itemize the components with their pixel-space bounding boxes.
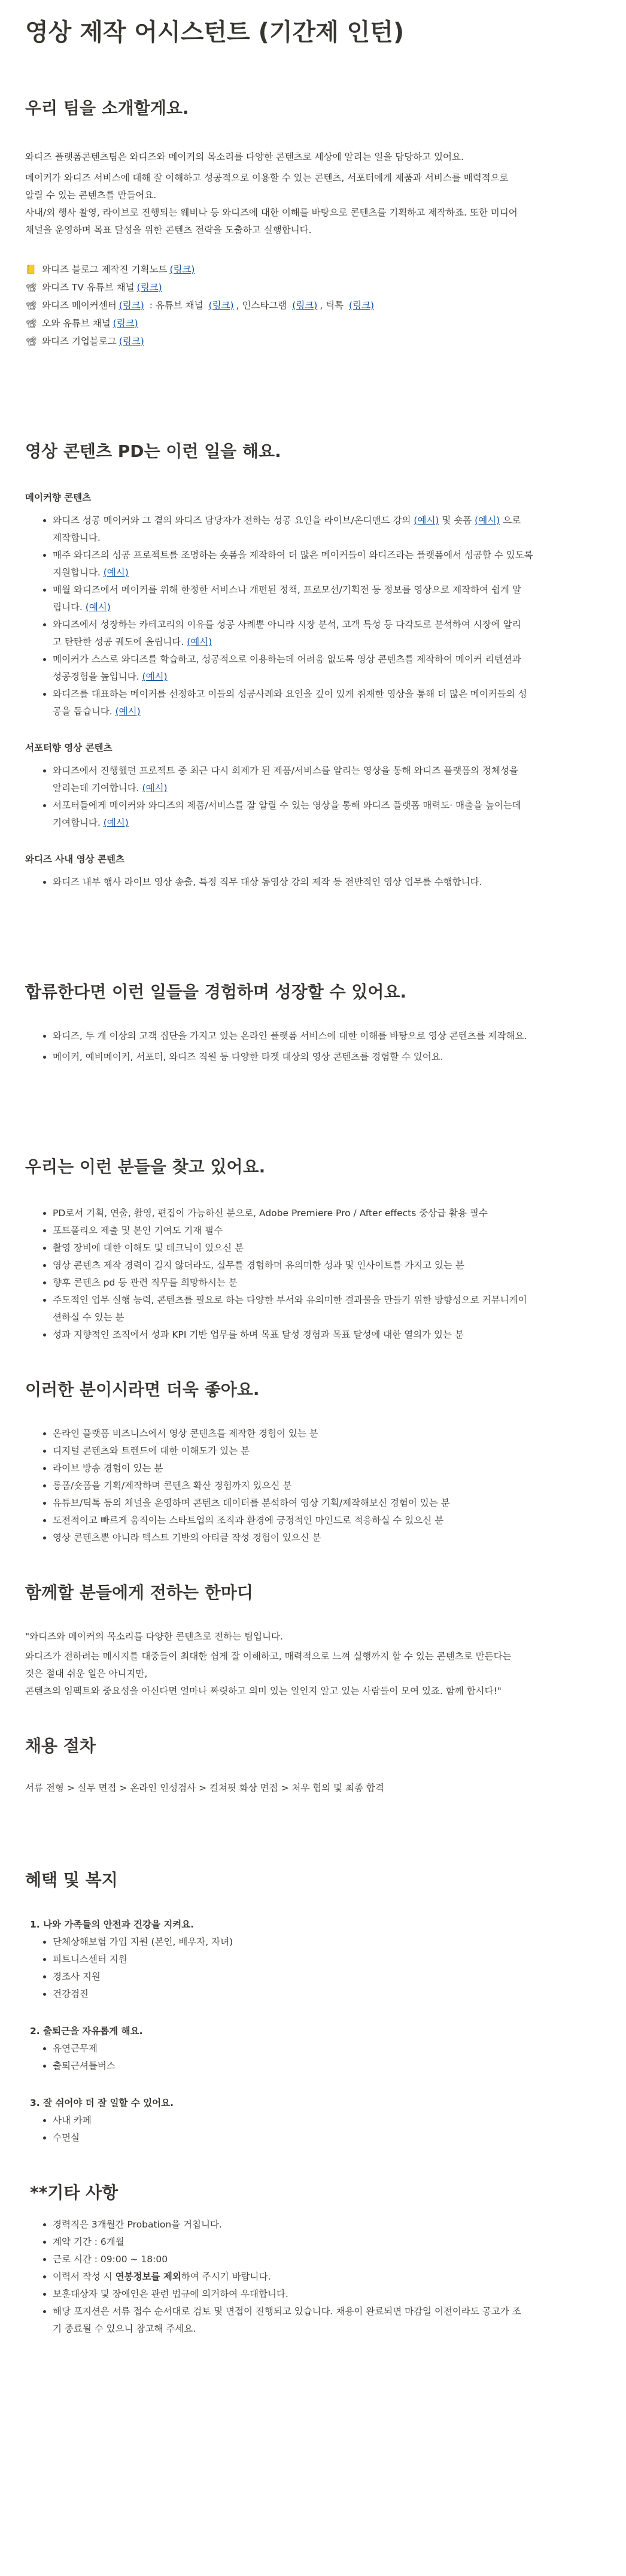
list-item: • 근로 시간 : 09:00 ~ 18:00 <box>53 2251 601 2268</box>
link-item-label: : 유튜브 채널 <box>146 300 206 311</box>
example-link[interactable]: (예시) <box>142 783 168 793</box>
list-item: • 주도적인 업무 실행 능력, 콘텐츠를 필요로 하는 다양한 부서와 유의미한 결과물을 만들기 위한 방향성으로 커뮤니케이 션하실 수 있는 분 <box>53 1292 601 1326</box>
benefits-group-3 <box>25 2094 601 2147</box>
hiring-process: 서류 전형 > 실무 면접 > 온라인 인성검사 > 컬쳐핏 화상 면접 > 처우 협의 및 최종 합격 <box>25 1783 384 1793</box>
corp-blog-link[interactable]: (링크) <box>118 336 144 347</box>
benefits-list <box>25 2040 601 2075</box>
link-item-label: 와디즈 기업블로그 <box>42 336 117 347</box>
notebook-icon: 📒 <box>25 264 37 275</box>
makercenter-instagram-link[interactable]: (링크) <box>292 300 318 311</box>
intro-line: 채널을 운영하며 목표 달성을 위한 콘텐츠 전략을 도출하고 실행합니다. <box>25 225 312 235</box>
etc-heading: **기타 사항 <box>30 2183 118 2202</box>
growth-heading: 합류한다면 이런 일들을 경험하며 성장할 수 있어요. <box>25 982 407 1002</box>
link-item-blog <box>25 260 601 278</box>
intro-heading: 우리 팀을 소개할게요. <box>25 98 189 118</box>
list-item: • 와디즈, 두 개 이상의 고객 집단을 가지고 있는 온라인 플랫폼 서비스에 대한 이해를 바탕으로 영상 콘텐츠를 제작해요. <box>53 1028 601 1045</box>
benefits-group-title: 2. 출퇴근을 자유롭게 해요. <box>30 2026 143 2036</box>
example-link[interactable]: (예시) <box>142 671 168 682</box>
list-item: • 성과 지향적인 조직에서 성과 KPI 기반 업무를 하며 목표 달성 경험과 목표 달성에 대한 열의가 있는 분 <box>53 1326 601 1344</box>
channel-links <box>25 260 601 350</box>
list-item: • 영상 콘텐츠뿐 아니라 텍스트 기반의 아티클 작성 경험이 있으신 분 <box>53 1529 601 1547</box>
link-item-makercenter <box>25 296 601 314</box>
intro-line: 사내/외 행사 촬영, 라이브로 진행되는 웨비나 등 와디즈에 대한 이해를 바탕으로 콘텐츠를 기획하고 제작하죠. 또한 미디어 <box>25 207 518 218</box>
etc-list <box>25 2216 601 2338</box>
intro-line: 메이커가 와디즈 서비스에 대해 잘 이해하고 성공적으로 이용할 수 있는 콘텐츠, 서포터에게 제품과 서비스를 매력적으로 <box>25 172 509 183</box>
benefits-heading: 혜택 및 복지 <box>25 1870 118 1890</box>
link-item-label: , 인스타그램 <box>236 300 290 311</box>
message-line: "와디즈와 메이커의 목소리를 다양한 콘텐츠로 전하는 팀입니다. <box>25 1631 283 1642</box>
youtube-tv-link[interactable]: (링크) <box>136 282 162 293</box>
list-item: • 온라인 플랫폼 비즈니스에서 영상 콘텐츠를 제작한 경험이 있는 분 <box>53 1425 601 1442</box>
maker-content-list <box>25 512 601 720</box>
list-item: • 와디즈 내부 행사 라이브 영상 송출, 특정 직무 대상 동영상 강의 제작 등 전반적인 영상 업무를 수행합니다. <box>53 874 601 891</box>
list-item: • 라이브 방송 경험이 있는 분 <box>53 1460 601 1477</box>
list-item: • 롱폼/숏폼을 기획/제작하며 콘텐츠 확산 경험까지 있으신 분 <box>53 1477 601 1495</box>
list-item: • 포트폴리오 제출 및 본인 기여도 기재 필수 <box>53 1222 601 1239</box>
supporter-content-heading: 서포터향 영상 콘텐츠 <box>25 743 113 753</box>
preferred-list <box>25 1425 601 1547</box>
list-item: • 메이커, 예비메이커, 서포터, 와디즈 직원 등 다양한 타겟 대상의 영상 콘텐츠를 경험할 수 있어요. <box>53 1048 601 1066</box>
maker-content-heading: 메이커향 콘텐츠 <box>25 492 92 503</box>
intro-paragraph-2 <box>25 169 601 239</box>
list-item: • 건강검진 <box>53 1986 601 2003</box>
projector-icon: 📽 <box>25 282 37 293</box>
list-item: • 매월 와디즈에서 메이커를 위해 한정한 서비스나 개편된 정책, 프로모션/기획전 등 정보를 영상으로 제작하여 쉽게 알 립니다. (예시) <box>53 581 601 616</box>
list-item: • 유튜브/틱톡 등의 채널을 운영하며 콘텐츠 데이터를 분석하여 영상 기획/제작해보신 경험이 있는 분 <box>53 1495 601 1512</box>
page-title: 영상 제작 어시스턴트 (기간제 인턴) <box>25 19 405 46</box>
list-item: • 수면실 <box>53 2129 601 2147</box>
makercenter-tiktok-link[interactable]: (링크) <box>349 300 375 311</box>
list-item: • 유연근무제 <box>53 2040 601 2057</box>
list-item: • 와디즈를 대표하는 메이커를 선정하고 이들의 성공사례와 요인을 깊이 있게 취재한 영상을 통해 더 많은 메이커들의 성 공을 돕습니다. (예시) <box>53 686 601 720</box>
example-link[interactable]: (예시) <box>475 515 500 526</box>
list-item: • 단체상해보험 가입 지원 (본인, 배우자, 자녀) <box>53 1933 601 1951</box>
list-item: • 이력서 작성 시 연봉정보를 제외하여 주시기 바랍니다. <box>53 2268 601 2286</box>
link-item-label: 와디즈 블로그 제작진 기획노트 <box>42 264 168 275</box>
example-link[interactable]: (예시) <box>85 602 111 613</box>
example-link[interactable]: (예시) <box>414 515 439 526</box>
benefits-list <box>25 1933 601 2003</box>
list-item: • 피트니스센터 지원 <box>53 1951 601 1968</box>
team-message <box>25 1628 601 1700</box>
example-link[interactable]: (예시) <box>115 706 141 717</box>
list-item: • 경조사 지원 <box>53 1968 601 1986</box>
message-line: 콘텐츠의 임팩트와 중요성을 아신다면 얼마나 짜릿하고 의미 있는 일인지 알고 있는 사람들이 모여 있죠. 함께 합시다!" <box>25 1686 502 1696</box>
supporter-content-list <box>25 762 601 832</box>
list-item: • 출퇴근셔틀버스 <box>53 2057 601 2075</box>
list-item: • 와디즈에서 진행했던 프로젝트 중 최근 다시 회제가 된 제품/서비스를 알리는 영상을 통해 와디즈 플랫폼의 정체성을 알리는데 기여합니다. (예시) <box>53 762 601 797</box>
link-item-label: 와디즈 TV 유튜브 채널 <box>42 282 135 293</box>
list-item: • 메이커가 스스로 와디즈를 학습하고, 성공적으로 이용하는데 어려움 없도록 영상 콘텐츠를 제작하여 메이커 리텐션과 성공경험을 높입니다. (예시) <box>53 651 601 686</box>
growth-list <box>25 1028 601 1066</box>
list-item: • 디지털 콘텐츠와 트렌드에 대한 이해도가 있는 분 <box>53 1442 601 1460</box>
link-item-label: 와디즈 메이커센터 <box>42 300 117 311</box>
list-item: • 영상 콘텐츠 제작 경력이 길지 않더라도, 실무를 경험하며 유의미한 성과 및 인사이트를 가지고 있는 분 <box>53 1257 601 1274</box>
intro-paragraph-1: 와디즈 플랫폼콘텐츠팀은 와디즈와 메이커의 목소리를 다양한 콘텐츠로 세상에 알리는 일을 담당하고 있어요. <box>25 151 464 162</box>
process-heading: 채용 절차 <box>25 1736 96 1756</box>
link-item-label: 오와 유튜브 채널 <box>42 318 111 329</box>
link-item-tv <box>25 278 601 296</box>
list-item: • 와디즈에서 성장하는 카테고리의 이유를 성공 사례뿐 아니라 시장 분석, 고객 특성 등 다각도로 분석하여 시장에 알리 고 탄탄한 성공 궤도에 올립니다. (예시) <box>53 616 601 651</box>
list-item: • 와디즈 성공 메이커와 그 곁의 와디즈 담당자가 전하는 성공 요인을 라이브/온디맨드 강의 (예시) 및 숏폼 (예시) 으로 제작합니다. <box>53 512 601 547</box>
projector-icon: 📽 <box>25 336 37 347</box>
example-link[interactable]: (예시) <box>103 817 129 828</box>
benefits-group-title: 3. 잘 쉬어야 더 잘 일할 수 있어요. <box>30 2098 174 2108</box>
list-item: • 해당 포지션은 서류 접수 순서대로 검토 및 면접이 진행되고 있습니다. 채용이 완료되면 마감일 이전이라도 공고가 조 기 종료될 수 있으니 참고해 주세요. <box>53 2303 601 2338</box>
owa-youtube-link[interactable]: (링크) <box>113 318 138 329</box>
projector-icon: 📽 <box>25 300 37 311</box>
preferred-heading: 이러한 분이시라면 더욱 좋아요. <box>25 1380 260 1399</box>
role-heading: 영상 콘텐츠 PD는 이런 일을 해요. <box>25 441 281 461</box>
list-item: • 도전적이고 빠르게 움직이는 스타트업의 조직과 환경에 긍정적인 마인드로 적응하실 수 있으신 분 <box>53 1512 601 1529</box>
list-item: • 매주 와디즈의 성공 프로젝트를 조명하는 숏폼을 제작하여 더 많은 메이커들이 와디즈라는 플랫폼에서 성공할 수 있도록 지원합니다. (예시) <box>53 547 601 581</box>
list-item: • 사내 카페 <box>53 2112 601 2129</box>
list-item: • 촬영 장비에 대한 이해도 및 테크닉이 있으신 분 <box>53 1239 601 1257</box>
message-heading: 함께할 분들에게 전하는 한마디 <box>25 1583 253 1602</box>
internal-content-list <box>25 874 601 891</box>
list-item: • 향후 콘텐츠 pd 등 관련 직무를 희망하시는 분 <box>53 1274 601 1292</box>
link-item-corpblog <box>25 332 601 350</box>
example-link[interactable]: (예시) <box>103 567 129 578</box>
benefits-group-title: 1. 나와 가족들의 안전과 건강을 지켜요. <box>30 1919 195 1930</box>
message-line: 와디즈가 전하려는 메시지를 대중들이 최대한 쉽게 잘 이해하고, 매력적으로 느껴 실행까지 할 수 있는 콘텐츠로 만든다는 <box>25 1651 512 1662</box>
projector-icon: 📽 <box>25 318 37 329</box>
list-item: • 서포터들에게 메이커와 와디즈의 제품/서비스를 잘 알릴 수 있는 영상을 통해 와디즈 플랫폼 매력도· 매출을 높이는데 기여합니다. (예시) <box>53 797 601 832</box>
benefits-list <box>25 2112 601 2147</box>
benefits-group-1 <box>25 1916 601 2003</box>
example-link[interactable]: (예시) <box>187 637 212 647</box>
internal-content-heading: 와디즈 사내 영상 콘텐츠 <box>25 854 124 865</box>
makercenter-link[interactable]: (링크) <box>118 300 144 311</box>
requirements-list <box>25 1205 601 1344</box>
intro-line: 알릴 수 있는 콘텐츠를 만들어요. <box>25 190 157 201</box>
link-item-label: , 틱톡 <box>320 300 347 311</box>
link-item-owa <box>25 314 601 332</box>
list-item: • 경력직은 3개월간 Probation을 거칩니다. <box>53 2216 601 2233</box>
makercenter-youtube-link[interactable]: (링크) <box>208 300 234 311</box>
benefits-group-2 <box>25 2022 601 2075</box>
list-item: • 계약 기간 : 6개월 <box>53 2233 601 2251</box>
list-item: • 보훈대상자 및 장애인은 관련 법규에 의거하여 우대합니다. <box>53 2286 601 2303</box>
blog-link[interactable]: (링크) <box>169 264 195 275</box>
list-item: • PD로서 기획, 연출, 촬영, 편집이 가능하신 분으로, Adobe Premiere Pro / After effects 중상급 활용 필수 <box>53 1205 601 1222</box>
requirements-heading: 우리는 이런 분들을 찾고 있어요. <box>25 1157 266 1177</box>
message-line: 것은 절대 쉬운 일은 아니지만, <box>25 1668 148 1679</box>
